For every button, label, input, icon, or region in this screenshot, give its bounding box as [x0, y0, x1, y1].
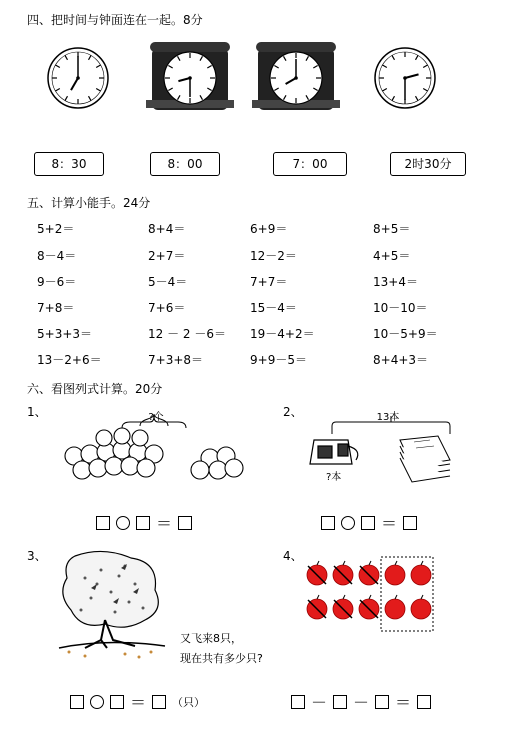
answer-box[interactable]: [361, 516, 375, 530]
time-label-4[interactable]: 2时30分: [390, 152, 466, 176]
calc-problem: 6+9＝: [250, 222, 288, 236]
calc-problem: 9+9－5＝: [250, 353, 307, 367]
problem-3-number: 3、: [27, 549, 47, 563]
answer-box[interactable]: [291, 695, 305, 709]
calc-problem: 5－4＝: [148, 275, 188, 289]
red-apple-icon: [307, 561, 327, 585]
red-apples-illustration: [305, 555, 435, 635]
calc-problem: 4+5＝: [373, 249, 411, 263]
red-apple-icon: [411, 595, 431, 619]
brace-label-books: 13本: [376, 412, 400, 423]
calc-problem: 8+4+3＝: [373, 353, 429, 367]
calc-problem: 12－2＝: [250, 249, 297, 263]
calc-problem: 10－5+9＝: [373, 327, 438, 341]
time-label-3[interactable]: 7：00: [273, 152, 347, 176]
bag-label: ?本: [326, 472, 342, 483]
equals-sign: ＝: [395, 693, 412, 712]
red-apple-icon: [411, 561, 431, 585]
schoolbag-icon: [310, 440, 358, 464]
clock-face-2: [375, 48, 435, 108]
alarm-clock-2: [252, 42, 340, 110]
calc-problem: 10－10＝: [373, 301, 428, 315]
bag-books-illustration: [306, 410, 476, 490]
operator-circle[interactable]: [116, 516, 130, 530]
calc-problem: 13－2+6＝: [37, 353, 102, 367]
answer-box[interactable]: [110, 695, 124, 709]
red-apple-icon: [359, 595, 379, 619]
operator-circle[interactable]: [341, 516, 355, 530]
calc-problem: 12 － 2 －6＝: [148, 327, 226, 341]
problem-2-number: 2、: [283, 405, 303, 419]
equation-1: [96, 511, 192, 534]
calc-problem: 5+2＝: [37, 222, 75, 236]
operator-circle[interactable]: [90, 695, 104, 709]
answer-box[interactable]: [152, 695, 166, 709]
red-apple-icon: [333, 561, 353, 585]
apples-illustration: [60, 408, 250, 488]
red-apple-icon: [307, 595, 327, 619]
red-apple-icon: [385, 595, 405, 619]
answer-box[interactable]: [70, 695, 84, 709]
brace-label-apples: ?个: [148, 412, 164, 423]
section5-title: 五、计算小能手。24分: [27, 196, 151, 210]
red-apple-icon: [359, 561, 379, 585]
equation-2: [321, 511, 417, 534]
red-apple-icon: [385, 561, 405, 585]
tree-birds-illustration: [55, 548, 175, 660]
time-label-2[interactable]: 8：00: [150, 152, 220, 176]
equation-3: [70, 690, 205, 713]
calc-problem: 15－4＝: [250, 301, 297, 315]
equation-4: [291, 690, 431, 713]
calc-problem: 7+6＝: [148, 301, 186, 315]
calc-problem: 8－4＝: [37, 249, 77, 263]
books-stack-icon: [400, 436, 450, 482]
calc-problem: 8+5＝: [373, 222, 411, 236]
equals-sign: ＝: [130, 693, 147, 712]
calc-problem: 7+3+8＝: [148, 353, 204, 367]
clock-row: [0, 0, 510, 140]
section6-title: 六、看图列式计算。20分: [27, 382, 163, 396]
calc-problem: 5+3+3＝: [37, 327, 93, 341]
red-apple-icon: [333, 595, 353, 619]
answer-box[interactable]: [136, 516, 150, 530]
answer-box[interactable]: [403, 516, 417, 530]
calc-problem: 19－4+2＝: [250, 327, 315, 341]
answer-box[interactable]: [321, 516, 335, 530]
calc-problem: 7+8＝: [37, 301, 75, 315]
answer-box[interactable]: [375, 695, 389, 709]
minus-sign: －: [353, 693, 370, 712]
calc-problem: 9－6＝: [37, 275, 77, 289]
answer-box[interactable]: [333, 695, 347, 709]
answer-box[interactable]: [417, 695, 431, 709]
time-label-1[interactable]: 8：30: [34, 152, 104, 176]
problem-3-text-2: 现在共有多少只?: [180, 652, 263, 665]
calc-problem: 13+4＝: [373, 275, 418, 289]
equals-sign: ＝: [381, 514, 398, 533]
alarm-clock-1: [146, 42, 234, 110]
problem-4-number: 4、: [283, 549, 303, 563]
problem-3-text-1: 又飞来8只，: [180, 632, 242, 645]
clock-face-1: [48, 48, 108, 108]
unit-label: （只）: [172, 695, 206, 709]
answer-box[interactable]: [96, 516, 110, 530]
answer-box[interactable]: [178, 516, 192, 530]
calc-problem: 2+7＝: [148, 249, 186, 263]
equals-sign: ＝: [156, 514, 173, 533]
calc-problem: 7+7＝: [250, 275, 288, 289]
calc-problem: 8+4＝: [148, 222, 186, 236]
problem-1-number: 1、: [27, 405, 47, 419]
minus-sign: －: [311, 693, 328, 712]
section4-title: 四、把时间与钟面连在一起。8分: [27, 13, 203, 27]
